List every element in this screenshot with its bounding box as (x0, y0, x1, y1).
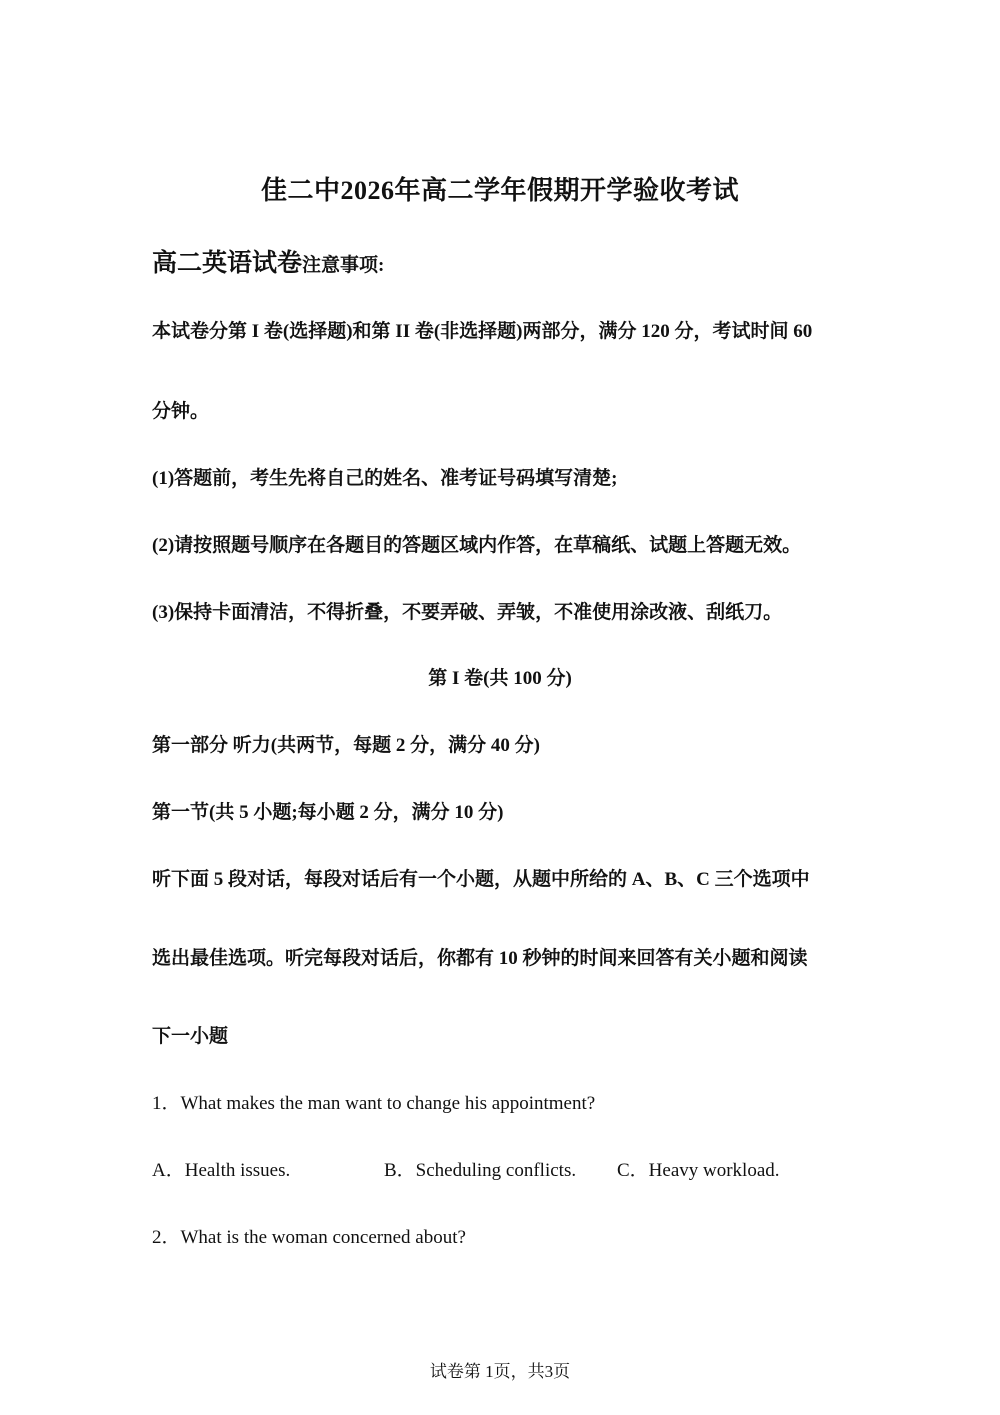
question-1-option-a: A．Health issues. (152, 1160, 291, 1181)
directions-line-3: 下一小题 (152, 1026, 229, 1047)
section1-heading: 第一节(共 5 小题;每小题 2 分，满分 10 分) (152, 802, 504, 823)
part1-heading: 第一部分 听力(共两节，每题 2 分，满分 40 分) (152, 735, 540, 756)
directions-line-2: 选出最佳选项。听完每段对话后，你都有 10 秒钟的时间来回答有关小题和阅读 (152, 948, 808, 969)
question-1-option-b: B．Scheduling conflicts. (384, 1160, 577, 1181)
instruction-item-2: (2)请按照题号顺序在各题目的答题区域内作答，在草稿纸、试题上答题无效。 (152, 535, 802, 556)
question-2: 2．What is the woman concerned about? (152, 1227, 466, 1248)
directions-line-1: 听下面 5 段对话，每段对话后有一个小题，从题中所给的 A、B、C 三个选项中 (152, 869, 810, 890)
instruction-item-1: (1)答题前，考生先将自己的姓名、准考证号码填写清楚; (152, 468, 618, 489)
subject-heading (152, 243, 384, 279)
intro-line-1: 本试卷分第 I 卷(选择题)和第 II 卷(非选择题)两部分，满分 120 分，考试时间 60 (152, 321, 813, 342)
subject-title: 高二英语试卷 (152, 250, 303, 277)
page-footer: 试卷第 1页，共3页 (429, 1362, 571, 1381)
question-1-option-c: C．Heavy workload. (617, 1160, 780, 1181)
intro-line-2: 分钟。 (152, 401, 210, 422)
exam-title: 佳二中2026年高二学年假期开学验收考试 (260, 176, 739, 205)
notice-label: 注意事项: (302, 255, 385, 276)
volume-heading: 第 I 卷(共 100 分) (428, 668, 572, 689)
question-1: 1．What makes the man want to change his appointment? (152, 1093, 596, 1114)
instruction-item-3: (3)保持卡面清洁，不得折叠，不要弄破、弄皱，不准使用涂改液、刮纸刀。 (152, 602, 783, 623)
